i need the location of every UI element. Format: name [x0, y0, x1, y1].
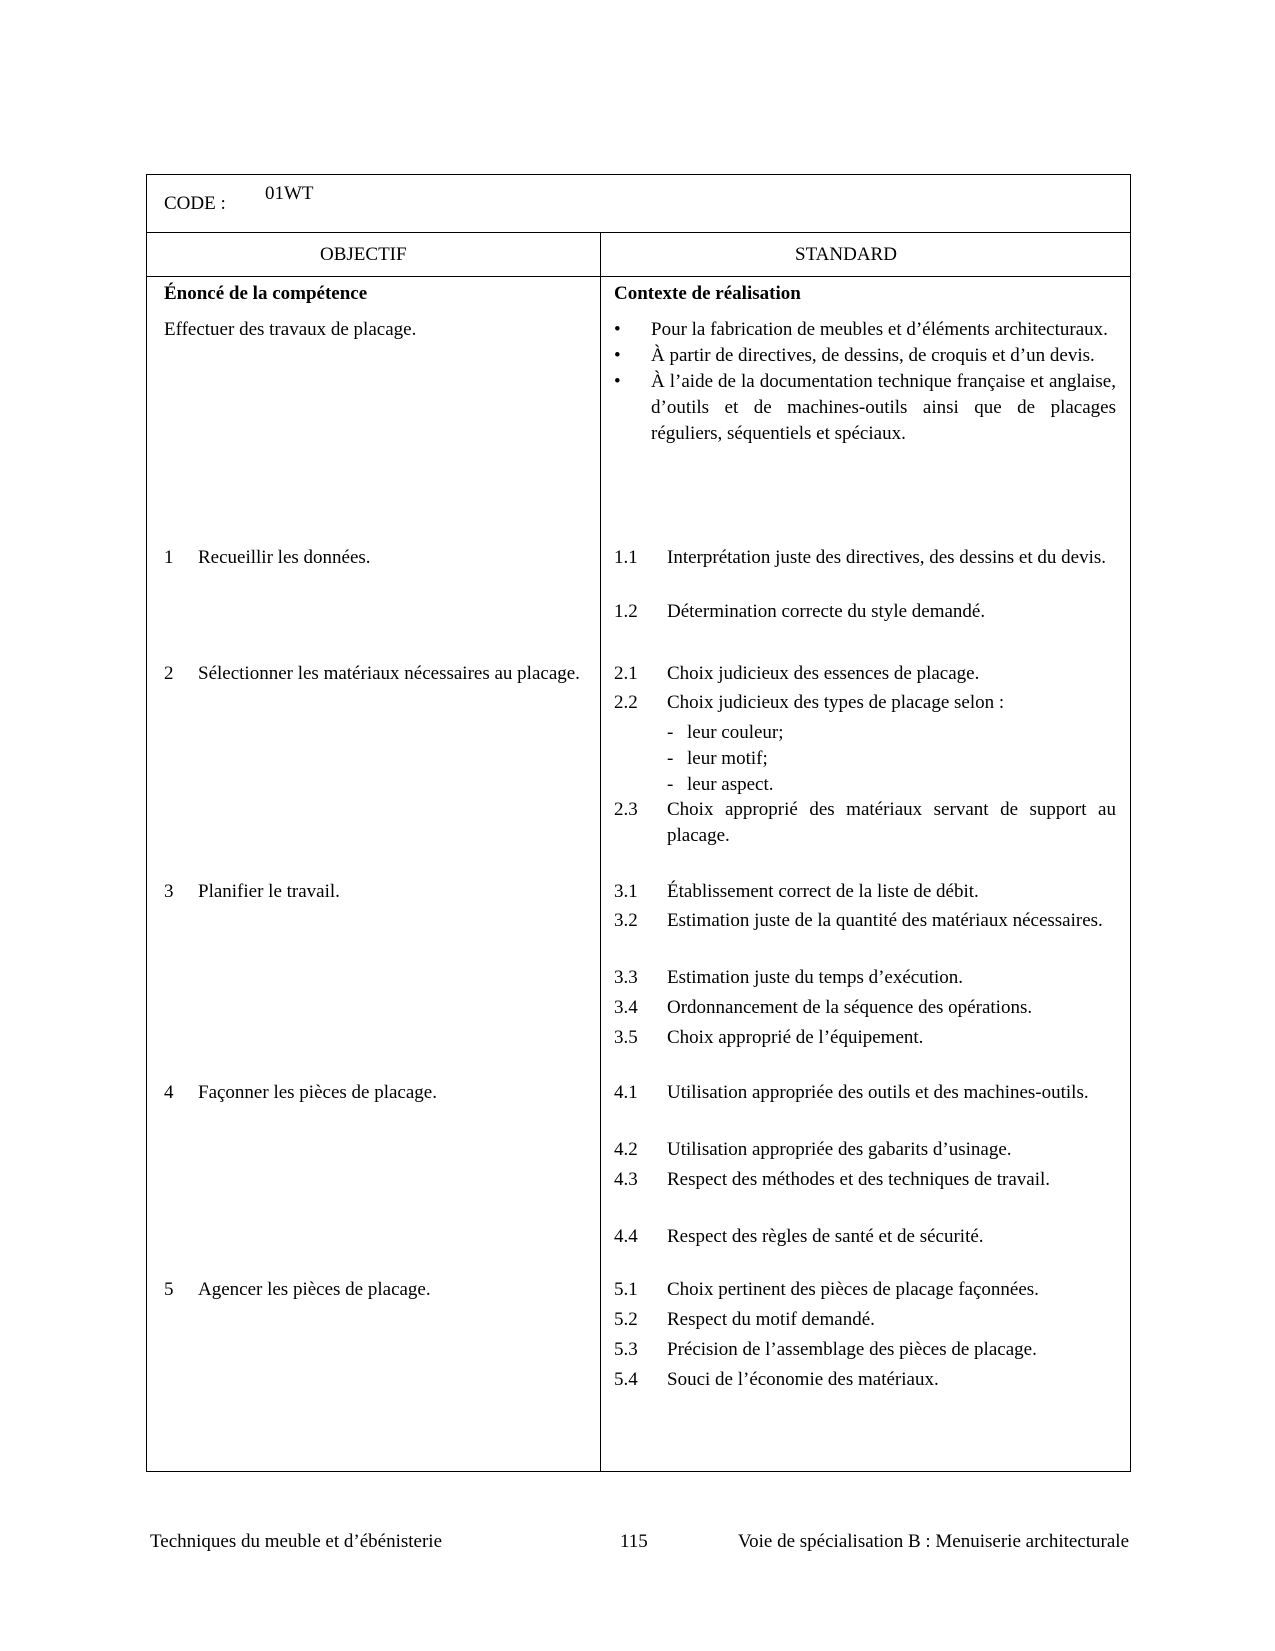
criterion-number: 3.3 [614, 967, 638, 988]
criterion-number: 5.1 [614, 1279, 638, 1300]
enonce-text: Effectuer des travaux de placage. [164, 319, 417, 340]
criterion-2-1 [614, 661, 1116, 687]
criterion-number: 2.3 [614, 799, 638, 820]
objectif-column [164, 283, 584, 1300]
subitem-text: leur aspect. [687, 774, 774, 795]
contexte-item: • À l’aide de la documentation technique française et anglaise, d’outils et de machines-outils ainsi que de placages réguliers, séquentiels et spéciaux. [614, 371, 1116, 444]
criterion-number: 4.3 [614, 1169, 638, 1190]
subitem-motif [667, 746, 768, 772]
contexte-item: • À partir de directives, de dessins, de croquis et d’un devis. [614, 343, 1116, 369]
criterion-3-3 [614, 965, 1116, 991]
bullet-icon: • [614, 371, 621, 392]
bullet-icon: • [614, 345, 621, 366]
subitem-text: leur motif; [687, 748, 768, 769]
criterion-number: 2.2 [614, 692, 638, 713]
criterion-text: Précision de l’assemblage des pièces de placage. [667, 1339, 1037, 1360]
column-header-objectif [147, 232, 600, 277]
element-number: 4 [164, 1082, 174, 1103]
code-row [147, 175, 1130, 233]
criterion-4-4 [614, 1224, 1116, 1250]
criterion-text: Choix approprié de l’équipement. [667, 1027, 924, 1048]
column-divider [600, 232, 601, 1471]
contexte-item: • Pour la fabrication de meubles et d’éléments architecturaux. [614, 317, 1116, 343]
criterion-2-2 [614, 690, 1116, 716]
criterion-number: 5.3 [614, 1339, 638, 1360]
element-text: Sélectionner les matériaux nécessaires au placage. [198, 663, 580, 684]
enonce-heading: Énoncé de la compétence [164, 283, 368, 304]
criterion-text: Détermination correcte du style demandé. [667, 601, 986, 622]
footer-specialisation: Voie de spécialisation B : Menuiserie architecturale [737, 1531, 1129, 1552]
criterion-text: Utilisation appropriée des outils et des machines-outils. [667, 1082, 1089, 1103]
criterion-text: Utilisation appropriée des gabarits d’usinage. [667, 1139, 1012, 1160]
criterion-number: 5.2 [614, 1309, 638, 1330]
criterion-text: Choix judicieux des essences de placage. [667, 663, 980, 684]
criterion-number: 4.1 [614, 1082, 638, 1103]
criterion-text: Interprétation juste des directives, des dessins et du devis. [667, 547, 1107, 568]
criterion-number: 1.2 [614, 601, 638, 622]
criterion-text: Établissement correct de la liste de débit. [667, 881, 979, 902]
criterion-text: Respect des règles de santé et de sécurité. [667, 1226, 984, 1247]
criterion-text: Estimation juste de la quantité des matériaux nécessaires. [667, 910, 1103, 931]
dash-marker: - [667, 774, 674, 795]
column-header-standard [601, 232, 1130, 277]
code-value: 01WT [265, 183, 314, 204]
criterion-number: 1.1 [614, 547, 638, 568]
criterion-3-2 [614, 908, 1116, 934]
element-3 [164, 879, 584, 905]
element-2 [164, 661, 584, 687]
criterion-text: Choix approprié des matériaux servant de support au placage. [667, 799, 1116, 846]
subitem-text: leur couleur; [687, 722, 784, 743]
element-text: Planifier le travail. [198, 881, 340, 902]
criterion-text: Souci de l’économie des matériaux. [667, 1369, 939, 1390]
contexte-list [614, 317, 1116, 447]
page-number: 115 [620, 1531, 648, 1552]
element-text: Façonner les pièces de placage. [198, 1082, 437, 1103]
standard-header: STANDARD [795, 244, 897, 265]
criterion-3-4 [614, 995, 1116, 1021]
criterion-1-2 [614, 599, 1116, 625]
criterion-text: Estimation juste du temps d’exécution. [667, 967, 964, 988]
criterion-4-2 [614, 1137, 1116, 1163]
criterion-number: 5.4 [614, 1369, 638, 1390]
competence-table [146, 174, 1131, 1472]
criterion-text: Ordonnancement de la séquence des opérations. [667, 997, 1033, 1018]
criterion-text: Respect des méthodes et des techniques de travail. [667, 1169, 1051, 1190]
criterion-text: Choix pertinent des pièces de placage façonnées. [667, 1279, 1039, 1300]
element-5 [164, 1277, 584, 1303]
criterion-number: 4.4 [614, 1226, 638, 1247]
criterion-1-1 [614, 545, 1116, 571]
criterion-text: Choix judicieux des types de placage selon : [667, 692, 1005, 713]
element-number: 3 [164, 881, 174, 902]
element-text: Recueillir les données. [198, 547, 371, 568]
criterion-number: 3.4 [614, 997, 638, 1018]
criterion-5-2 [614, 1307, 1116, 1333]
criterion-5-4 [614, 1367, 1116, 1393]
criterion-number: 3.1 [614, 881, 638, 902]
objectif-header: OBJECTIF [320, 244, 407, 265]
bullet-icon: • [614, 319, 621, 340]
contexte-heading: Contexte de réalisation [614, 283, 801, 304]
criterion-3-5 [614, 1025, 1116, 1051]
dash-marker: - [667, 748, 674, 769]
criterion-3-1 [614, 879, 1116, 905]
criterion-number: 2.1 [614, 663, 638, 684]
criterion-5-3 [614, 1337, 1116, 1363]
element-1 [164, 545, 584, 571]
page-footer [150, 1531, 1129, 1555]
criterion-4-3 [614, 1167, 1116, 1193]
dash-marker: - [667, 722, 674, 743]
element-number: 5 [164, 1279, 174, 1300]
code-label: CODE : [164, 193, 226, 214]
subitem-couleur [667, 720, 784, 746]
criterion-number: 3.2 [614, 910, 638, 931]
criterion-5-1 [614, 1277, 1116, 1303]
subitem-aspect [667, 772, 774, 798]
criterion-4-1 [614, 1080, 1116, 1106]
element-4 [164, 1080, 584, 1106]
criterion-2-3 [614, 797, 1116, 849]
criterion-number: 4.2 [614, 1139, 638, 1160]
criterion-number: 3.5 [614, 1027, 638, 1048]
element-number: 1 [164, 547, 174, 568]
footer-program: Techniques du meuble et d’ébénisterie [150, 1531, 443, 1552]
element-text: Agencer les pièces de placage. [198, 1279, 431, 1300]
element-number: 2 [164, 663, 174, 684]
criterion-text: Respect du motif demandé. [667, 1309, 875, 1330]
standard-column [614, 283, 1116, 1390]
